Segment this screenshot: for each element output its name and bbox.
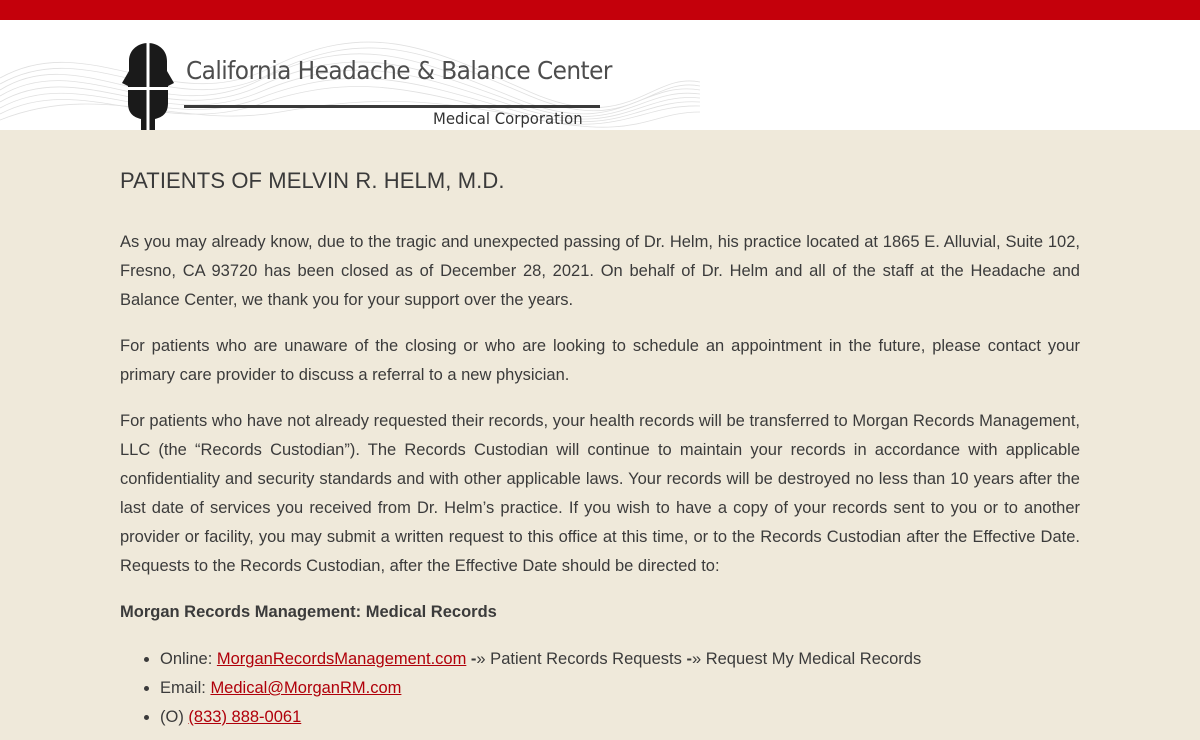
records-subheading: Morgan Records Management: Medical Records xyxy=(120,603,497,621)
main-content xyxy=(120,130,1080,732)
paragraph-closing-notice: As you may already know, due to the tragic and unexpected passing of Dr. Helm, his practice located at 1865 E. Alluvial, Suite 102, Fresno, CA 93720 has been closed as of December 28, 2021. On behalf of Dr. Helm and all of the staff at the Headache and Balance Center, we thank you for your support over the years. xyxy=(120,233,1080,309)
phone-label: (O) xyxy=(160,708,189,726)
head-icon xyxy=(119,41,177,130)
page-title: PATIENTS OF MELVIN R. HELM, M.D. xyxy=(120,168,505,193)
online-label: Online: xyxy=(160,650,217,668)
online-step-2: » Request My Medical Records xyxy=(691,650,922,668)
contact-online xyxy=(160,645,1080,674)
contact-list xyxy=(120,645,1080,732)
paragraph-records: For patients who have not already requested their records, your health records will be transferred to Morgan Records Management, LLC (the “Records Custodian”). The Records Custodian will continue to maintain your records in accordance with applicable confidentiality and security standards and with other applicable laws. Your records will be destroyed no less than 10 years after the last date of services you received from Dr. Helm’s practice. If you wish to have a copy of your records sent to you or to another provider or facility, you may submit a written request to this office at this time, or to the Records Custodian after the Effective Date. Requests to the Records Custodian, after the Effective Date should be directed to: xyxy=(120,412,1080,575)
online-separator-1: - xyxy=(466,650,477,668)
contact-phone xyxy=(160,703,1080,732)
logo-title: California Headache & Balance Center xyxy=(186,56,612,85)
paragraph-referral: For patients who are unaware of the closing or who are looking to schedule an appointment in the future, please contact your primary care provider to discuss a referral to a new physician. xyxy=(120,337,1080,384)
site-header xyxy=(0,20,1200,130)
email-label: Email: xyxy=(160,679,211,697)
email-link[interactable]: Medical@MorganRM.com xyxy=(210,679,402,697)
online-step-1: » Patient Records Requests xyxy=(476,650,687,668)
contact-email xyxy=(160,674,1080,703)
morgan-records-link[interactable]: MorganRecordsManagement.com xyxy=(216,650,467,668)
logo-subtitle: Medical Corporation xyxy=(433,109,583,128)
online-separator-2: - xyxy=(686,650,692,668)
phone-link[interactable]: (833) 888-0061 xyxy=(188,708,302,726)
top-accent-bar xyxy=(0,0,1200,20)
logo-divider xyxy=(184,105,600,108)
